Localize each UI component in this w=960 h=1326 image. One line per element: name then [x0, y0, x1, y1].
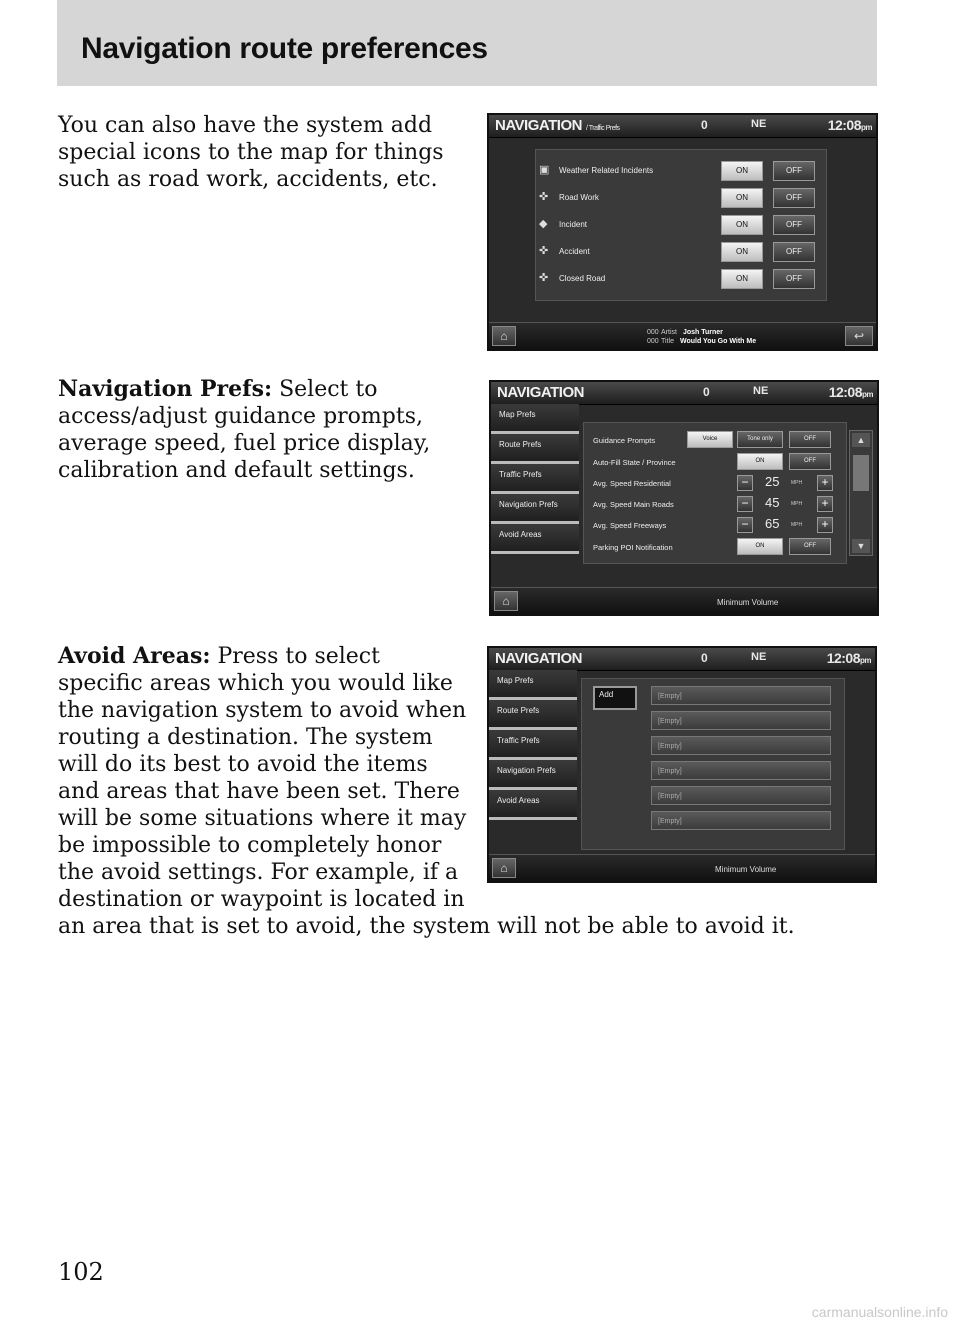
tab-route-prefs[interactable]: Route Prefs — [489, 700, 577, 730]
status-bar — [491, 382, 877, 405]
tab-traffic-prefs[interactable]: Traffic Prefs — [491, 464, 579, 494]
tab-navigation-prefs[interactable]: Navigation Prefs — [491, 494, 579, 524]
guidance-voice-button[interactable]: Voice — [687, 431, 733, 448]
pref-parking-poi — [491, 537, 877, 557]
row-label: Road Work — [559, 193, 599, 202]
tab-avoid-areas[interactable]: Avoid Areas — [489, 790, 577, 820]
page-number: 102 — [58, 1258, 104, 1286]
plus-button[interactable]: + — [817, 517, 833, 533]
minimum-volume-label: Minimum Volume — [715, 865, 777, 874]
avoid-slot[interactable]: [Empty] — [651, 761, 831, 780]
status-bar — [489, 648, 875, 671]
bottom-bar — [489, 322, 876, 349]
closed-road-icon: ✜ — [539, 272, 549, 284]
plus-button[interactable]: + — [817, 496, 833, 512]
incident-off-button[interactable]: OFF — [773, 215, 815, 235]
status-zero: 0 — [703, 385, 710, 399]
home-icon[interactable]: ⌂ — [492, 858, 516, 878]
row-label: Closed Road — [559, 274, 606, 283]
roadwork-off-button[interactable]: OFF — [773, 188, 815, 208]
pref-speed-residential — [491, 473, 877, 493]
navigation-prefs-paragraph: Navigation Prefs: Select to access/adjust guidance prompts, average speed, fuel price display, calibration and default settings. — [58, 376, 431, 483]
speed-unit: MPH — [791, 480, 803, 486]
minimum-volume-label: Minimum Volume — [717, 598, 779, 607]
pref-auto-fill — [491, 452, 877, 472]
accident-icon: ✜ — [539, 245, 549, 257]
clock: 12:08pm — [826, 650, 871, 666]
scroll-down-icon[interactable]: ▼ — [852, 539, 870, 553]
pref-guidance-prompts — [491, 430, 877, 450]
home-icon[interactable]: ⌂ — [492, 326, 516, 346]
speed-value: 45 — [765, 495, 780, 510]
add-avoid-area-button[interactable]: Add — [593, 686, 637, 710]
pref-label: Avg. Speed Residential — [593, 479, 671, 488]
bottom-bar — [489, 854, 875, 881]
status-zero: 0 — [701, 118, 708, 132]
row-label: Incident — [559, 220, 588, 229]
speed-unit: MPH — [791, 501, 803, 507]
compass-heading: NE — [753, 385, 769, 397]
row-label: Accident — [559, 247, 590, 256]
pref-speed-freeways — [491, 515, 877, 535]
watermark: carmanualsonline.info — [811, 1304, 948, 1320]
weather-off-button[interactable]: OFF — [773, 161, 815, 181]
bottom-bar — [491, 587, 877, 614]
tab-route-prefs[interactable]: Route Prefs — [491, 434, 579, 464]
traffic-row-closed-road — [489, 267, 876, 291]
incident-icon: ◆ — [539, 218, 548, 230]
autofill-off-button[interactable]: OFF — [789, 453, 831, 470]
back-icon[interactable]: ↩ — [845, 326, 873, 346]
incident-on-button[interactable]: ON — [721, 215, 763, 235]
accident-off-button[interactable]: OFF — [773, 242, 815, 262]
navigation-prefs-screen — [489, 380, 879, 616]
minus-button[interactable]: − — [737, 496, 753, 512]
tab-map-prefs[interactable]: Map Prefs — [489, 670, 577, 700]
weather-incident-icon: ▣ — [539, 164, 550, 176]
pref-label: Avg. Speed Main Roads — [593, 500, 674, 509]
avoid-slot[interactable]: [Empty] — [651, 811, 831, 830]
screen-title: NAVIGATION — [495, 650, 582, 667]
tab-map-prefs[interactable]: Map Prefs — [491, 404, 579, 434]
speed-unit: MPH — [791, 522, 803, 528]
scroll-thumb[interactable] — [853, 455, 869, 491]
pref-label: Avg. Speed Freeways — [593, 521, 667, 530]
avoid-slot[interactable]: [Empty] — [651, 786, 831, 805]
speed-value: 25 — [765, 474, 780, 489]
tab-traffic-prefs[interactable]: Traffic Prefs — [489, 730, 577, 760]
intro-paragraph: You can also have the system add special icons to the map for things such as road work, accidents, etc. — [58, 113, 444, 192]
guidance-off-button[interactable]: OFF — [789, 431, 831, 448]
plus-button[interactable]: + — [817, 475, 833, 491]
roadwork-on-button[interactable]: ON — [721, 188, 763, 208]
weather-on-button[interactable]: ON — [721, 161, 763, 181]
scrollbar[interactable] — [849, 430, 873, 556]
status-bar — [489, 115, 876, 138]
accident-on-button[interactable]: ON — [721, 242, 763, 262]
pref-label: Parking POI Notification — [593, 543, 673, 552]
clock: 12:08pm — [828, 384, 873, 400]
road-work-icon: ✜ — [539, 191, 549, 203]
page-header — [57, 0, 877, 86]
tab-avoid-areas[interactable]: Avoid Areas — [491, 524, 579, 554]
compass-heading: NE — [751, 651, 767, 663]
traffic-row-roadwork — [489, 186, 876, 210]
home-icon[interactable]: ⌂ — [494, 591, 518, 611]
clock: 12:08pm — [827, 117, 872, 133]
pref-label: Auto-Fill State / Province — [593, 458, 676, 467]
pref-speed-main-roads — [491, 494, 877, 514]
screen-title: NAVIGATION / Traffic Prefs — [495, 117, 620, 134]
compass-heading: NE — [751, 118, 767, 130]
minus-button[interactable]: − — [737, 475, 753, 491]
scroll-up-icon[interactable]: ▲ — [852, 433, 870, 447]
autofill-on-button[interactable]: ON — [737, 453, 783, 470]
screen-title: NAVIGATION — [497, 384, 584, 401]
avoid-slot[interactable]: [Empty] — [651, 686, 831, 705]
parking-on-button[interactable]: ON — [737, 538, 783, 555]
avoid-slot[interactable]: [Empty] — [651, 711, 831, 730]
avoid-areas-screen — [487, 646, 877, 883]
guidance-tone-button[interactable]: Tone only — [737, 431, 783, 448]
avoid-areas-paragraph: Avoid Areas: Press to select specific areas which you would like the navigation system to avoid when routing a destination. The system will do its best to avoid the items and areas that have been set. There will be some situations where it may be impossible to completely honor the avoid settings. For example, if a destination or waypoint is located in an area that is set to avoid, the system will not be able to avoid it. — [58, 643, 795, 939]
closed-road-off-button[interactable]: OFF — [773, 269, 815, 289]
minus-button[interactable]: − — [737, 517, 753, 533]
status-zero: 0 — [701, 651, 708, 665]
traffic-row-incident — [489, 213, 876, 237]
row-label: Weather Related Incidents — [559, 166, 654, 175]
media-info: 000 Artist Josh Turner 000 Title Would You Go With Me — [647, 329, 757, 345]
speed-value: 65 — [765, 516, 780, 531]
avoid-slot[interactable]: [Empty] — [651, 736, 831, 755]
page-title: Navigation route preferences — [81, 32, 488, 65]
traffic-prefs-screen — [487, 113, 878, 351]
traffic-row-weather — [489, 159, 876, 183]
prefs-tabs — [489, 670, 577, 820]
parking-off-button[interactable]: OFF — [789, 538, 831, 555]
traffic-row-accident — [489, 240, 876, 264]
tab-navigation-prefs[interactable]: Navigation Prefs — [489, 760, 577, 790]
pref-label: Guidance Prompts — [593, 436, 656, 445]
closed-road-on-button[interactable]: ON — [721, 269, 763, 289]
